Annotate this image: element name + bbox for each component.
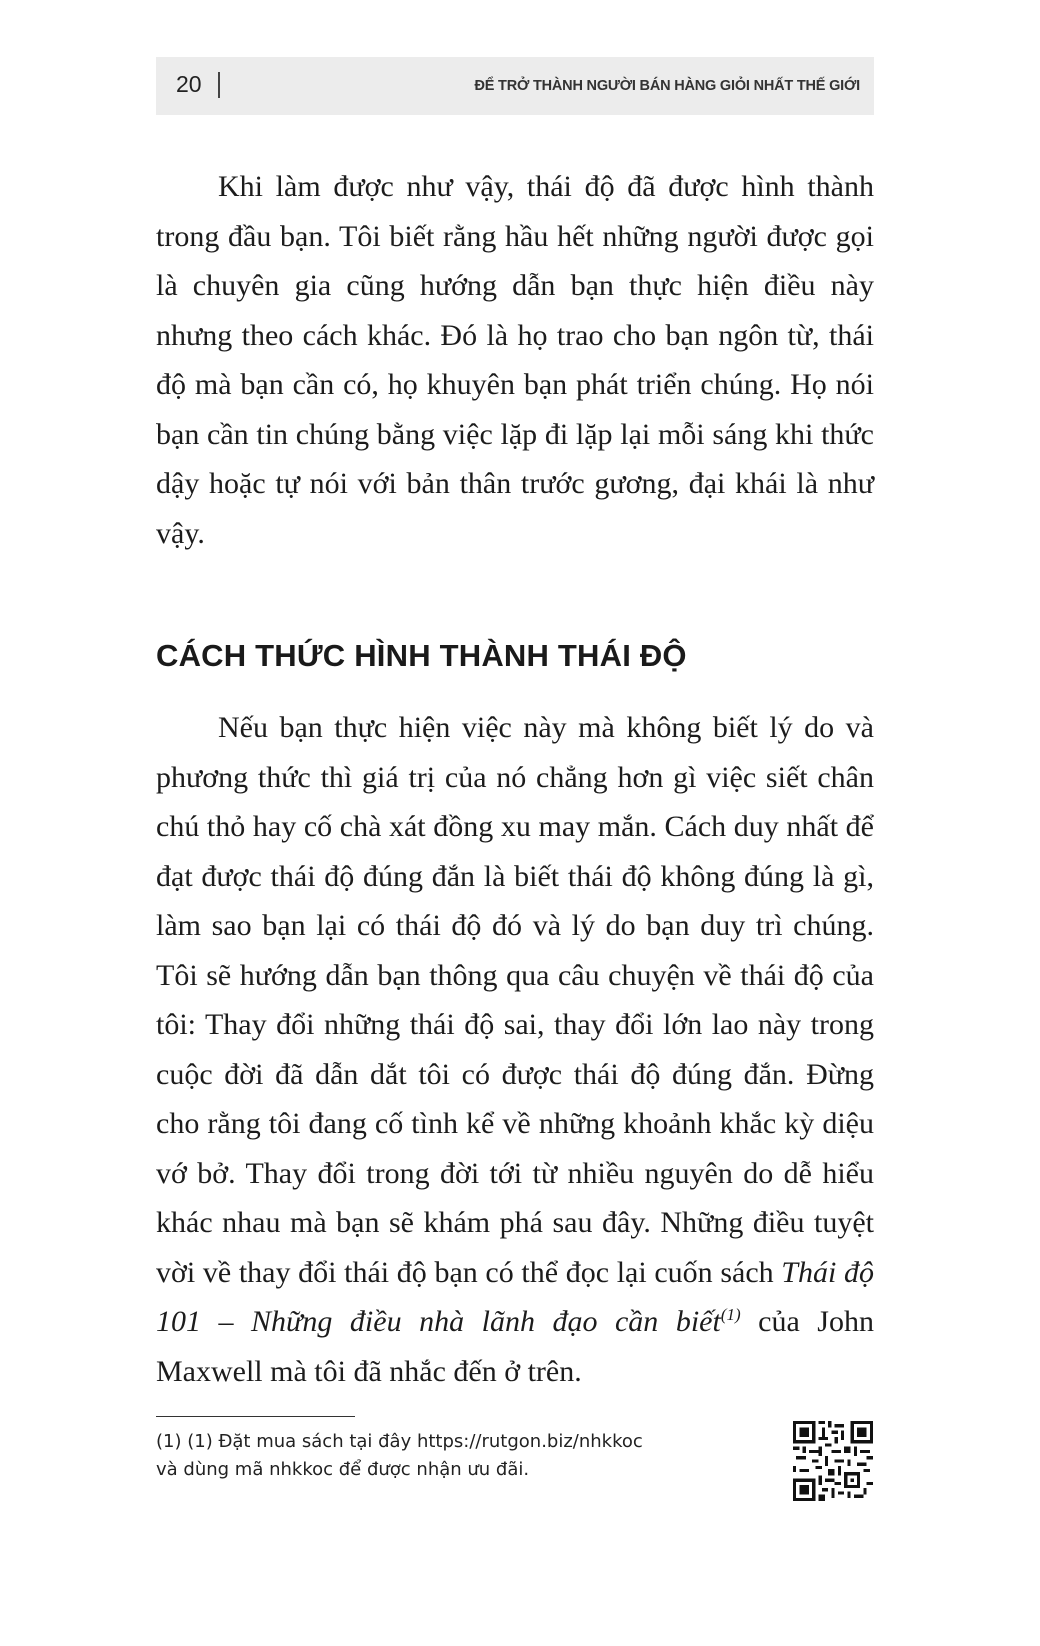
paragraph-1 [156, 162, 874, 558]
qr-code-icon[interactable] [793, 1421, 873, 1501]
footnote-line-1: (1) (1) Đặt mua sách tại đây https://rutgon.biz/nhkkoc [156, 1431, 643, 1452]
paragraph-2 [156, 703, 874, 1396]
footnote [156, 1428, 676, 1484]
paragraph-2-text [156, 703, 874, 1396]
footnote-reference[interactable]: (1) [720, 1305, 741, 1324]
running-book-title: ĐỂ TRỞ THÀNH NGƯỜI BÁN HÀNG GIỎI NHẤT THẾ GIỚI [474, 78, 860, 94]
running-header [156, 57, 874, 115]
header-divider [218, 72, 220, 98]
paragraph-1-text: Khi làm được như vậy, thái độ đã được hình thành trong đầu bạn. Tôi biết rằng hầu hết những người được gọi là chuyên gia cũng hướng dẫn bạn thực hiện điều này nhưng theo cách khác. Đó là họ trao cho bạn ngôn từ, thái độ mà bạn cần có, họ khuyên bạn phát triển chúng. Họ nói bạn cần tin chúng bằng việc lặp đi lặp lại mỗi sáng khi thức dậy hoặc tự nói với bản thân trước gương, đại khái là như vậy. [156, 170, 874, 550]
paragraph-2-text-before: Nếu bạn thực hiện việc này mà không biết lý do và phương thức thì giá trị của nó chẳng hơn gì việc siết chân chú thỏ hay cố chà xát đồng xu may mắn. Cách duy nhất để đạt được thái độ đúng đắn là biết thái độ không đúng là gì, làm sao bạn lại có thái độ đó và lý do bạn duy trì chúng. Tôi sẽ hướng dẫn bạn thông qua câu chuyện về thái độ của tôi: Thay đổi những thái độ sai, thay đổi lớn lao này trong cuộc đời đã dẫn dắt tôi có được thái độ đúng đắn. Đừng cho rằng tôi đang cố tình kể về những khoảnh khắc kỳ diệu vớ bở. Thay đổi trong đời tới từ nhiều nguyên do dễ hiểu khác nhau mà bạn sẽ khám phá sau đây. Những điều tuyệt vời về thay đổi thái độ bạn có thể đọc lại cuốn sách [156, 711, 874, 1289]
footnote-line-2: và dùng mã nhkkoc để được nhận ưu đãi. [156, 1459, 530, 1480]
section-heading: CÁCH THỨC HÌNH THÀNH THÁI ĐỘ [156, 638, 687, 673]
cited-book-title: Thái độ 101 – Những điều nhà lãnh đạo cần biết [156, 1255, 874, 1338]
footnote-rule [156, 1416, 355, 1417]
paragraph-2-text-after: của John Maxwell mà tôi đã nhắc đến ở trên. [156, 1305, 874, 1388]
page-number: 20 [176, 71, 202, 97]
